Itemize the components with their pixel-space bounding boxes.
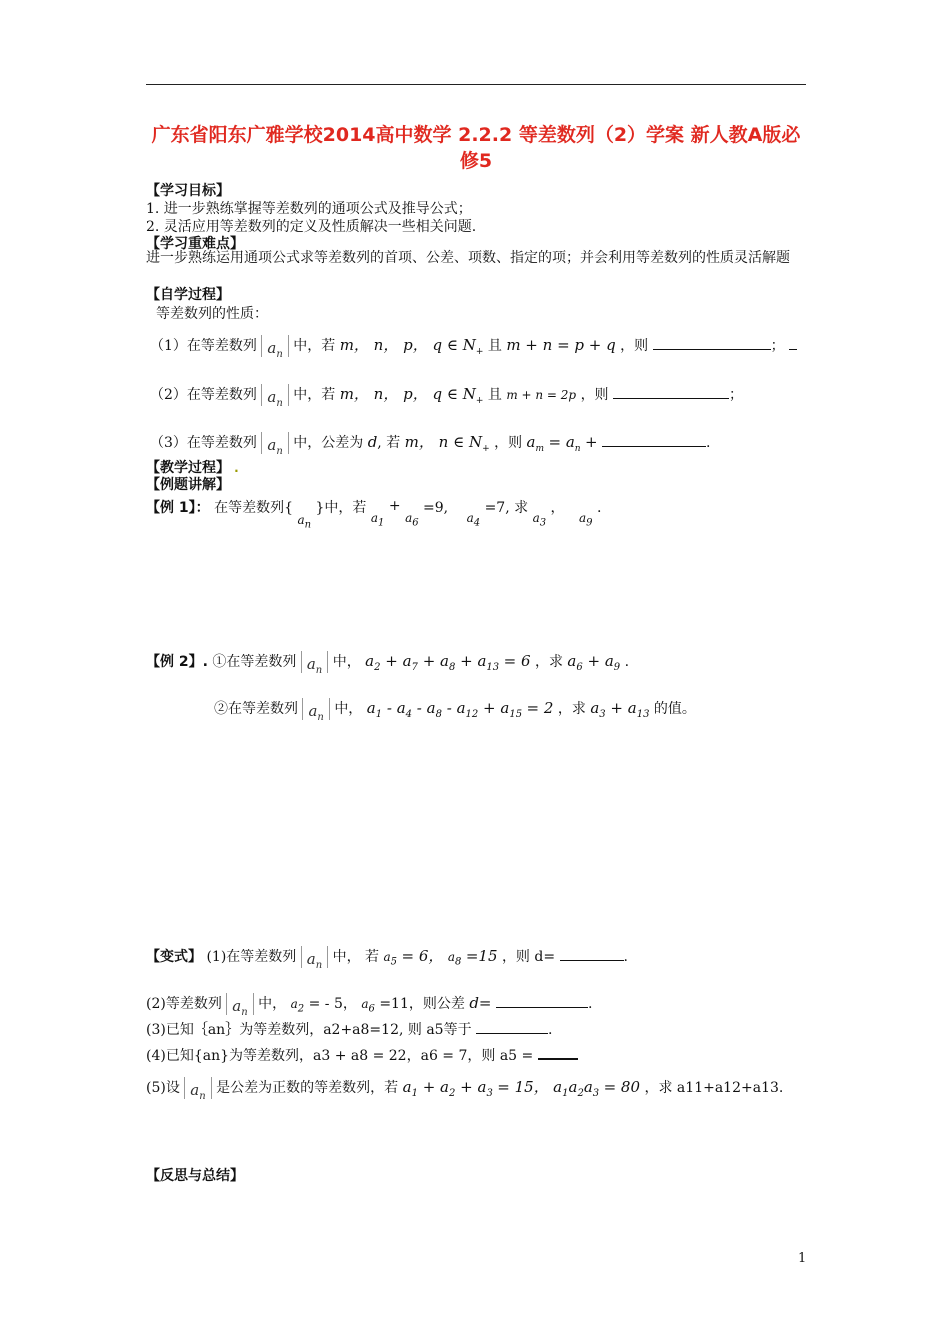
reflection-heading: 【反思与总结】 — [146, 1168, 244, 1184]
variant-5: (5)设 $a_n$ 是公差为正数的等差数列，若 $a_1 + a_2 + a_3 = 15$， $a_1a_2a_3 = 80$ ，求 a11+a12+a13. — [146, 1078, 784, 1102]
variant-2-cond-1: = - 5， — [308, 996, 357, 1012]
variant-5-text: (5)设 — [146, 1080, 180, 1096]
property-1: （1）在等差数列 $a_n$ 中，若 m， n， p， q ∈ $N_+$ 且 m + n = p + q ，则 ； — [150, 334, 797, 357]
variant-3: (3)已知｛an｝为等差数列，a2+a8=12, 则 a5等于 . — [146, 1019, 553, 1039]
goals-item-1: 1. 进一步熟练掌握等差数列的通项公式及推导公式； — [146, 201, 472, 217]
examples-heading: 【例题讲解】 — [146, 477, 230, 493]
property-2-eq: m + n = 2p — [506, 388, 577, 402]
variant-5-mid: 是公差为正数的等差数列，若 — [216, 1080, 399, 1096]
sequence-an: $a_n$ — [226, 993, 253, 1015]
property-3-vars: m， n ∈ N — [404, 433, 483, 451]
answer-blank-3[interactable] — [602, 432, 706, 447]
example-1-mid: }中，若 — [315, 500, 367, 516]
answer-blank-v1[interactable] — [560, 946, 624, 961]
variant-1-mid: 中， 若 — [332, 949, 380, 965]
goals-item-2: 2. 灵活应用等差数列的定义及性质解决一些相关问题. — [146, 219, 477, 235]
variant-1-text: (1)在等差数列 — [206, 949, 297, 965]
sequence-an: $a_n$ — [184, 1077, 211, 1099]
sequence-an: $a_n$ — [301, 651, 328, 673]
variant-1-cond-1: = 6， — [401, 947, 444, 965]
variant-3-text: (3)已知｛an｝为等差数列，a2+a8=12, 则 a5等于 — [146, 1022, 472, 1038]
property-1-vars: m， n， p， q ∈ N — [339, 336, 476, 354]
self-study-intro: 等差数列的性质： — [156, 306, 268, 322]
property-1-mid: 中，若 — [293, 338, 336, 354]
key-points-text: 进一步熟练运用通项公式求等差数列的首项、公差、项数、指定的项；并会利用等差数列的性质灵活解题 — [146, 250, 790, 266]
answer-blank-v3[interactable] — [476, 1019, 548, 1034]
example-1: 【例 1】： 在等差数列{ $a_n$ }中，若 $a_1 + a_6 =9$, $a_4 =7$, 求 $a_3$ ， $a_9$ . — [146, 498, 602, 531]
variant-2-cond-2: =11，则公差 — [379, 996, 465, 1012]
property-2-prefix: （2）在等差数列 — [150, 387, 257, 403]
example-1-cond-2: =7, 求 — [484, 500, 529, 516]
example-2a: 【例 2】. ①在等差数列 $a_n$ 中， $a_2 + a_7 + a_8 + a_{13} = 6$ ，求 $a_6 + a_9$ . — [146, 652, 630, 676]
example-2b-end: 的值。 — [653, 701, 696, 717]
property-1-eq: m + n = p + q — [506, 336, 616, 354]
property-2-vars: m， n， p， q ∈ N — [339, 385, 476, 403]
property-3-if: , 若 — [377, 435, 401, 451]
example-1-label: 【例 1】： — [146, 500, 210, 516]
example-2a-ask: ，求 — [534, 654, 563, 670]
variant-2-d: d= — [469, 994, 492, 1012]
answer-blank-1b[interactable] — [789, 335, 797, 350]
property-3-then: ，则 — [494, 435, 523, 451]
page-title: 广东省阳东广雅学校2014高中数学 2.2.2 等差数列（2）学案 新人教A版必修5 — [151, 124, 801, 172]
property-3-mid: 中，公差为 — [293, 435, 364, 451]
property-1-then: ，则 — [620, 338, 649, 354]
property-2-then: ，则 — [580, 387, 609, 403]
example-2b-mid: 中， — [334, 701, 363, 717]
sequence-an: $a_n$ — [261, 384, 288, 406]
property-1-prefix: （1）在等差数列 — [150, 338, 257, 354]
answer-blank-v4[interactable] — [538, 1044, 578, 1060]
self-study-heading: 【自学过程】 — [146, 287, 230, 303]
variant-1-then: ，则 d= — [501, 949, 556, 965]
property-3-d: d — [367, 433, 378, 451]
example-2a-eq: = 6 — [503, 652, 531, 670]
property-2-mid: 中，若 — [293, 387, 336, 403]
page-number: 1 — [798, 1251, 807, 1266]
property-1-and: 且 — [487, 338, 502, 354]
example-2a-mid: 中， — [332, 654, 361, 670]
key-points-heading: 【学习重难点】 — [146, 236, 244, 252]
variant-2-mid: 中， — [258, 996, 287, 1012]
teaching-heading: 【教学过程】 . — [146, 460, 239, 476]
answer-blank-v2[interactable] — [496, 993, 588, 1008]
property-3-prefix: （3）在等差数列 — [150, 435, 257, 451]
variant-1: 【变式】 (1)在等差数列 $a_n$ 中， 若 $a_5 = 6$， $a_8 =15$ ，则 d= . — [146, 947, 628, 971]
sequence-an: $a_n$ — [261, 335, 288, 357]
sequence-an: $a_n$ — [302, 698, 329, 720]
variant-4 — [146, 1044, 578, 1065]
variant-5-cond-2: = 80 — [603, 1078, 641, 1096]
example-2b-ask: ，求 — [557, 701, 586, 717]
sequence-an: $a_n$ — [261, 432, 288, 454]
example-2-label: 【例 2】. — [146, 654, 208, 670]
property-3-an: = a — [548, 433, 575, 451]
variants-label: 【变式】 — [146, 949, 202, 965]
variant-2-text: (2)等差数列 — [146, 996, 222, 1012]
example-2b-prefix: ②在等差数列 — [214, 701, 298, 717]
example-2a-prefix: ①在等差数列 — [212, 654, 297, 670]
variant-5-cond-1: = 15， — [497, 1078, 549, 1096]
example-2b: ②在等差数列 $a_n$ 中， $a_1 - a_4 - a_8 - a_{12} + a_{15} = 2$ ，求 $a_3 + a_{13}$ 的值。 — [214, 699, 696, 723]
sequence-an: $a_n$ — [301, 946, 328, 968]
variant-2: (2)等差数列 $a_n$ 中， $a_2$ = - 5， $a_6 =11$，则公差 d= . — [146, 994, 593, 1018]
property-3: （3）在等差数列 $a_n$ 中，公差为 d, 若 m， n ∈ $N_+$ ，则 $a_m = a_n$ + . — [150, 433, 711, 457]
example-1-cond-1: =9, — [423, 500, 449, 516]
property-2: （2）在等差数列 $a_n$ 中，若 m， n， p， q ∈ $N_+$ 且 m + n = 2p ，则 ； — [150, 385, 744, 409]
answer-blank-2[interactable] — [613, 384, 729, 399]
example-1-text: 在等差数列{ — [214, 500, 293, 516]
variant-5-ask: ，求 a11+a12+a13. — [644, 1080, 784, 1096]
header-rule — [146, 84, 806, 85]
property-3-am: a — [526, 433, 536, 451]
example-2b-eq: = 2 — [526, 699, 554, 717]
variant-1-cond-2: =15 — [465, 947, 498, 965]
answer-blank-1[interactable] — [653, 335, 771, 350]
goals-heading: 【学习目标】 — [146, 183, 230, 199]
property-2-and: 且 — [487, 387, 502, 403]
variant-4-text: (4)已知{an}为等差数列，a3 + a8 = 22，a6 = 7，则 a5 = — [146, 1048, 534, 1064]
